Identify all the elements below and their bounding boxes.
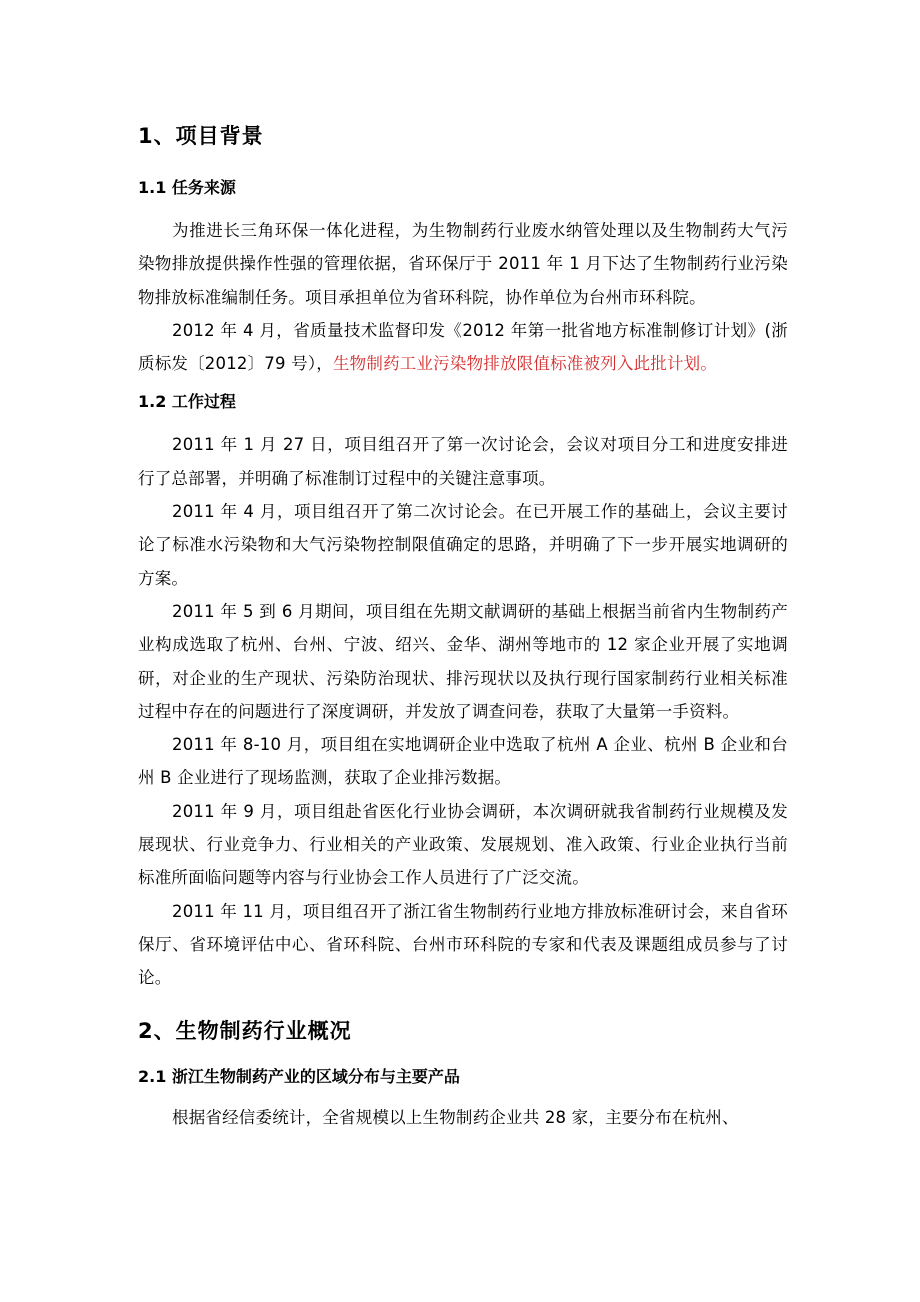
work-process-paragraph-2: 2011 年 4 月，项目组召开了第二次讨论会。在已开展工作的基础上，会议主要讨论了标准水污染物和大气污染物控制限值确定的思路，并明确了下一步开展实地调研的方案。 [138, 502, 788, 588]
section-2-heading: 2、生物制药行业概况 [138, 1018, 352, 1043]
highlighted-red-text: 生物制药工业污染物排放限值标准被列入此批计划。 [332, 354, 718, 374]
work-process-paragraph-1: 2011 年 1 月 27 日，项目组召开了第一次讨论会，会议对项目分工和进度安排进行了总部署，并明确了标准制订过程中的关键注意事项。 [138, 435, 788, 488]
work-process-paragraph-4: 2011 年 8-10 月，项目组在实地调研企业中选取了杭州 A 企业、杭州 B 企业和台州 B 企业进行了现场监测，获取了企业排污数据。 [138, 735, 788, 788]
task-source-paragraph-2-text: 2012 年 4 月，省质量技术监督印发《2012 年第一批省地方标准制修订计划》(浙质标发〔2012〕79 号）， [138, 320, 788, 374]
section-1-heading: 1、项目背景 [138, 124, 264, 148]
task-source-paragraph-1: 为推进长三角环保一体化进程，为生物制药行业废水纳管处理以及生物制药大气污染物排放提供操作性强的管理依据，省环保厅于 2011 年 1 月下达了生物制药行业污染物排放标准编制任务。项目承担单位为省环科院，协作单位为台州市环科院。 [138, 221, 788, 307]
document-page [138, 118, 788, 1134]
work-process-paragraph-5: 2011 年 9 月，项目组赴省医化行业协会调研，本次调研就我省制药行业规模及发展现状、行业竞争力、行业相关的产业政策、发展规划、准入政策、行业企业执行当前标准所面临问题等内容与行业协会工作人员进行了广泛交流。 [138, 801, 788, 888]
section-1-1-heading: 1.1 任务来源 [138, 178, 236, 197]
work-process-paragraph-6: 2011 年 11 月，项目组召开了浙江省生物制药行业地方排放标准研讨会，来自省环保厅、省环境评估中心、省环科院、台州市环科院的专家和代表及课题组成员参与了讨论。 [138, 901, 788, 988]
work-process-paragraph-3: 2011 年 5 到 6 月期间，项目组在先期文献调研的基础上根据当前省内生物制药产业构成选取了杭州、台州、宁波、绍兴、金华、湖州等地市的 12 家企业开展了实地调研，对企业的生产现状、污染防治现状、排污现状以及执行现行国家制药行业相关标准过程中存在的问题进行了深度调研，并发放了调查问卷，获取了大量第一手资料。 [138, 601, 788, 721]
section-1-2-heading: 1.2 工作过程 [138, 392, 236, 412]
task-source-paragraph-2 [138, 314, 788, 381]
section-2-1-heading: 2.1 浙江生物制药产业的区域分布与主要产品 [138, 1066, 460, 1086]
industry-distribution-paragraph-1: 根据省经信委统计，全省规模以上生物制药企业共 28 家，主要分布在杭州、 [172, 1107, 739, 1127]
